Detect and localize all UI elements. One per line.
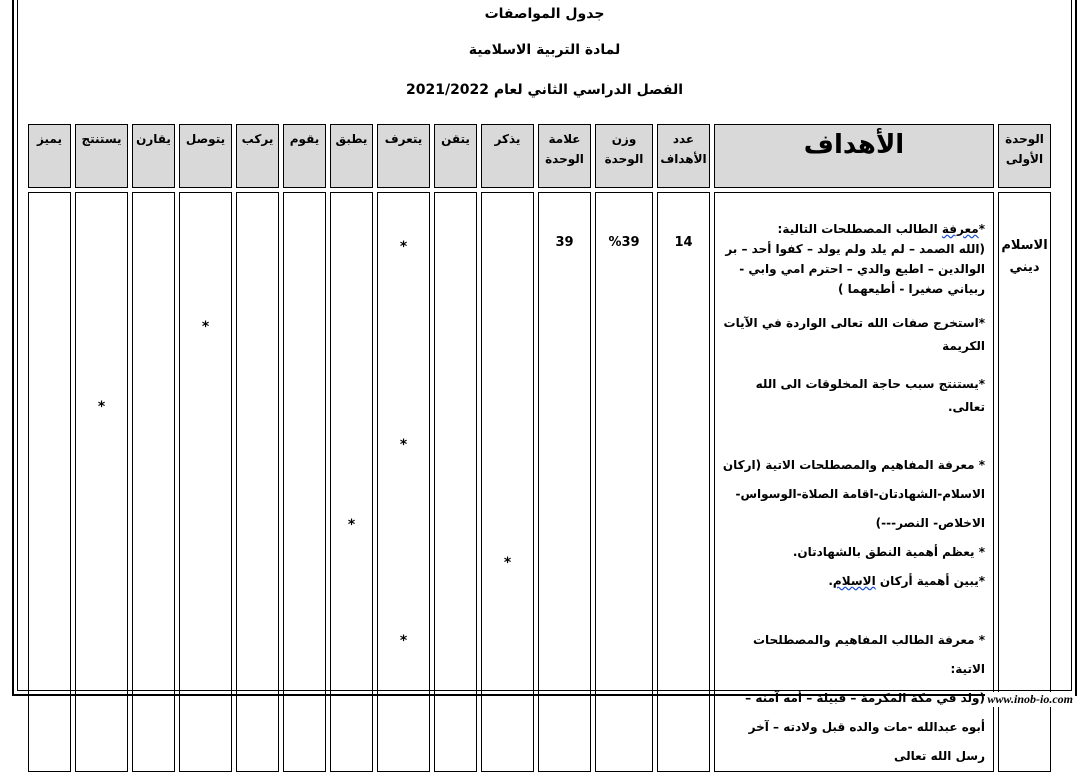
unit-weight-value: %39 [608, 235, 640, 250]
cell-evaluates [283, 192, 326, 772]
goals-list [715, 193, 993, 771]
header-unit: الوحدة الأولى [998, 124, 1051, 188]
mark-star: * [399, 437, 408, 453]
mark-star: * [399, 239, 408, 255]
specification-table [24, 120, 1055, 776]
document-term: الفصل الدراسي الثاني لعام 2021/2022 [405, 82, 684, 98]
header-unit-weight: وزن الوحدة [595, 124, 653, 188]
goal-5: * معرفة الطالب المفاهيم والمصطلحات الاتية: [753, 633, 985, 676]
goal-5-list: (ولد في مكة المكرمة – قبيلة – أمه آمنه – أبوه عبدالله -مات والده قبل ولادته – آخر رسل الله تعالى [745, 691, 985, 763]
header-unit-mark: علامة الوحدة [538, 124, 591, 188]
document-subject: لمادة التربية الاسلامية [468, 42, 621, 58]
header-compares: يقارن [132, 124, 175, 188]
cell-compares [132, 192, 175, 772]
header-applies: يطبق [330, 124, 373, 188]
cell-distinguishes [28, 192, 71, 772]
table-row [28, 192, 1051, 772]
header-remembers: يذكر [481, 124, 534, 188]
goal-1: *معرفة الطالب المصطلحات التالية: [777, 222, 985, 236]
header-distinguishes: يميز [28, 124, 71, 188]
cell-unit-mark [538, 192, 591, 772]
document-title: جدول المواصفات [484, 6, 605, 22]
table-header-row [28, 124, 1051, 188]
cell-unit-weight [595, 192, 653, 772]
cell-recognizes [377, 192, 430, 772]
cell-goals [714, 192, 994, 772]
cell-unit [998, 192, 1051, 772]
mark-star: * [503, 555, 512, 571]
cell-applies [330, 192, 373, 772]
goal-2: *استخرج صفات الله تعالى الواردة في الآيات الكريمة [723, 316, 985, 353]
mark-star: * [399, 633, 408, 649]
header-recognizes: يتعرف [377, 124, 430, 188]
header-deduces: يستنتج [75, 124, 128, 188]
goal-4: * معرفة المفاهيم والمصطلحات الاتية (اركان الاسلام-الشهادتان-اقامة الصلاة-الوسواس-الاخلاص- النصر---) [722, 458, 985, 530]
mark-star: * [347, 517, 356, 533]
unit-name: الاسلام ديني [1001, 238, 1048, 275]
mark-star: * [201, 319, 210, 335]
watermark-url: www.inob-io.com [987, 692, 1073, 706]
header-constructs: يركب [236, 124, 279, 188]
goals-count-value: 14 [674, 235, 693, 250]
cell-deduces [75, 192, 128, 772]
header-masters: يتقن [434, 124, 477, 188]
header-goals-count: عدد الأهداف [657, 124, 710, 188]
cell-reaches [179, 192, 232, 772]
cell-goals-count [657, 192, 710, 772]
cell-constructs [236, 192, 279, 772]
mark-star: * [97, 399, 106, 415]
cell-masters [434, 192, 477, 772]
header-goals: الأهداف [714, 124, 994, 188]
cell-remembers [481, 192, 534, 772]
header-evaluates: يقوم [283, 124, 326, 188]
goal-4c: *يبين أهمية أركان الاسلام. [828, 574, 985, 588]
goal-3: *يستنتج سبب حاجة المخلوقات الى الله تعالى. [755, 377, 985, 414]
goal-1-list: (الله الصمد – لم يلد ولم يولد – كفوا أحد – بر الوالدين – اطيع والدي – احترم امي وابي - ربياني صغيرا - أطيعهما ) [725, 242, 985, 296]
unit-mark-value: 39 [555, 235, 574, 250]
goal-4b: * يعظم أهمية النطق بالشهادتان. [792, 545, 985, 559]
header-reaches: يتوصل [179, 124, 232, 188]
